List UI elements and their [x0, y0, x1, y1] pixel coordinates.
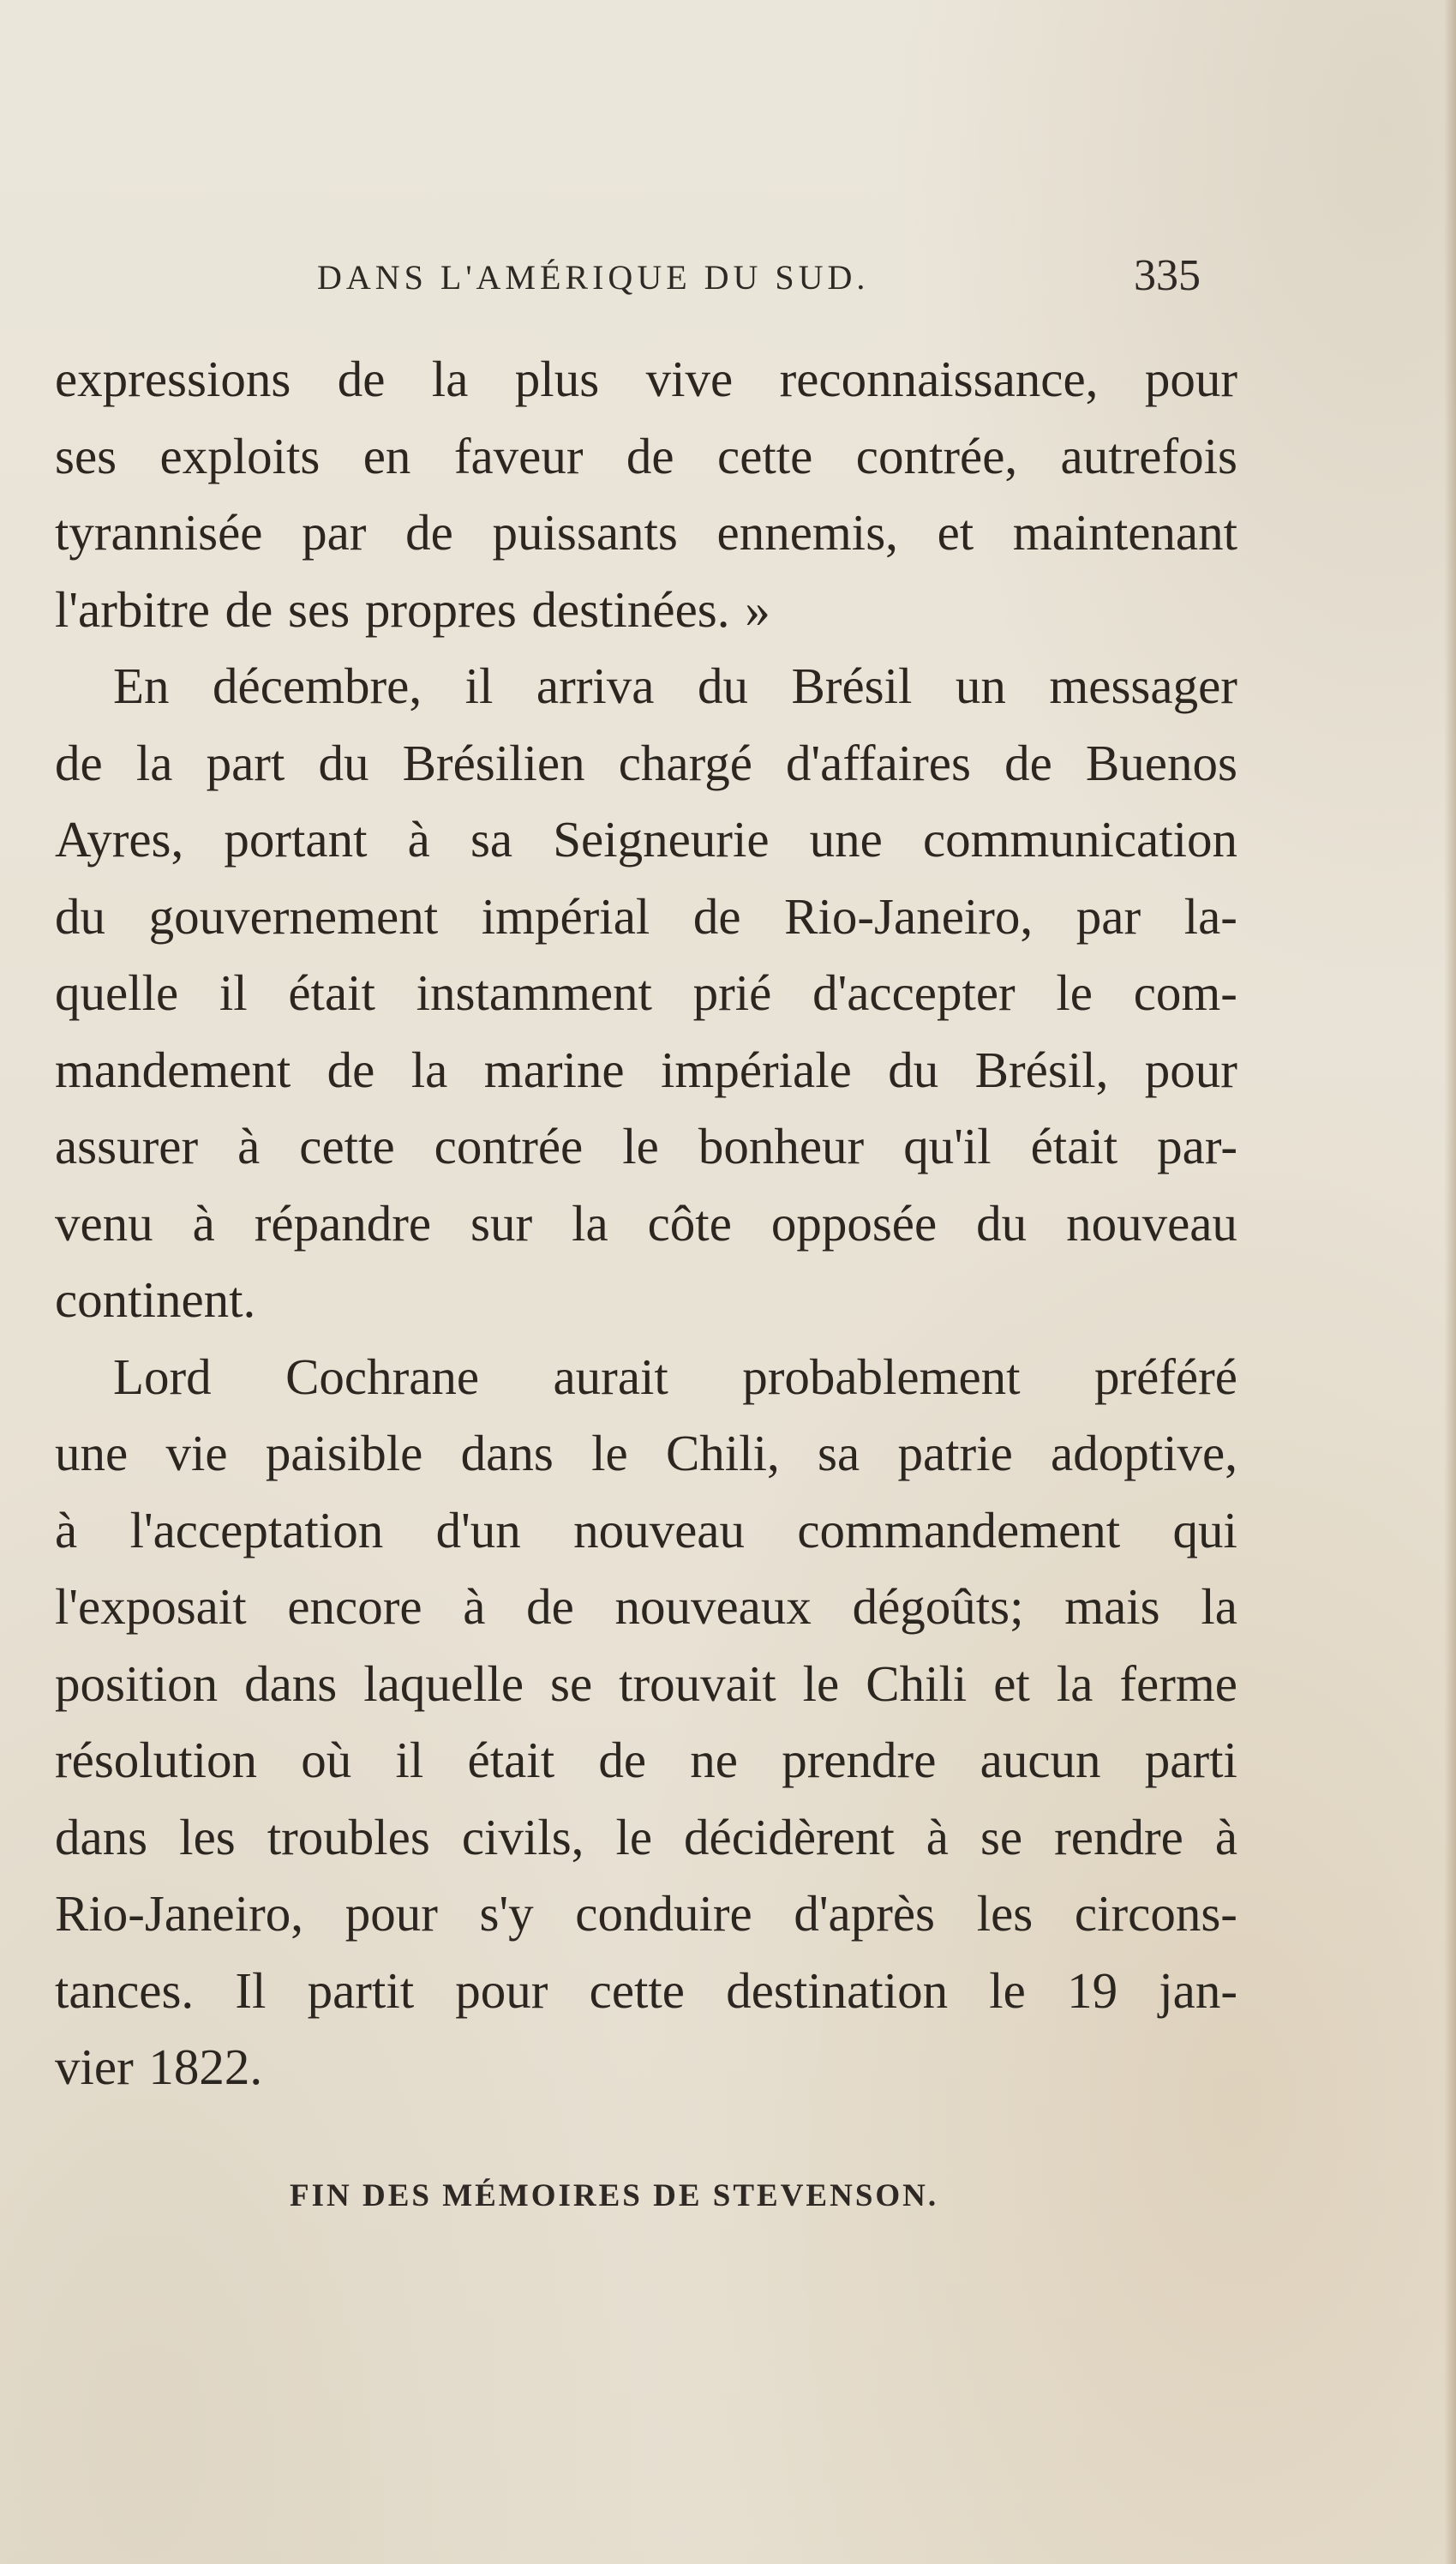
text-line [55, 1953, 1237, 2030]
end-mark: FIN DES MÉMOIRES DE STEVENSON. [290, 2178, 939, 2213]
word: vier [55, 2039, 134, 2095]
word: la [410, 1041, 448, 1098]
word: du [697, 658, 748, 714]
word: du [976, 1194, 1028, 1252]
text-line [55, 1646, 1237, 1723]
word: ses [288, 580, 351, 638]
word: sur [470, 1194, 533, 1252]
word: troubles [267, 1808, 430, 1865]
word: vie [165, 1425, 228, 1481]
word: le [802, 1654, 840, 1712]
text-line [55, 572, 1237, 649]
word: commandement [797, 1501, 1121, 1558]
text-line [55, 1876, 1237, 1953]
word: impérial [481, 887, 650, 945]
word: autrefois [1060, 427, 1237, 484]
word: chargé [618, 734, 752, 791]
text-line [55, 1799, 1237, 1876]
word: civils, [461, 1808, 584, 1865]
word: il [219, 964, 248, 1021]
paragraph [55, 1339, 1237, 2106]
word: l'exposait [55, 1578, 247, 1635]
word: en [363, 427, 411, 484]
word: venu [55, 1194, 153, 1252]
text-line [55, 2029, 1237, 2106]
word: Chili, [665, 1425, 780, 1481]
word: pour [345, 1885, 438, 1942]
word: prendre [782, 1732, 937, 1788]
word: reconnaissance, [779, 351, 1099, 407]
word: le [1056, 964, 1093, 1021]
word: exploits [159, 427, 321, 484]
word: » [745, 580, 770, 638]
word: cette [717, 427, 813, 484]
text-line [55, 1262, 1237, 1339]
word: décembre, [213, 658, 422, 714]
word: un [955, 658, 1006, 714]
word: à [407, 811, 430, 868]
word: trouvait [619, 1654, 776, 1712]
word: le [591, 1425, 628, 1481]
word: de [626, 427, 674, 484]
word: était [288, 964, 375, 1021]
word: l'arbitre [55, 580, 210, 638]
word: de [405, 504, 453, 561]
word: ne [690, 1732, 738, 1788]
word: mandement [55, 1041, 291, 1098]
word: se [980, 1808, 1023, 1865]
word: sa [470, 811, 513, 868]
word: la [1056, 1654, 1093, 1712]
word: ennemis, [716, 504, 898, 561]
running-head: DANS L'AMÉRIQUE DU SUD. [317, 258, 870, 297]
word: d'affaires [786, 734, 971, 791]
word: une [55, 1425, 129, 1481]
word: où [301, 1732, 352, 1788]
text-line [55, 879, 1237, 956]
word: destinées. [531, 580, 730, 638]
word: de [526, 1578, 574, 1635]
word: maintenant [1012, 504, 1237, 561]
word: de [1004, 734, 1052, 791]
text-line [55, 725, 1237, 802]
word: jan- [1159, 1961, 1237, 2019]
word: portant [224, 811, 368, 868]
text-line [55, 1415, 1237, 1492]
page-number: 335 [1134, 251, 1201, 300]
word: plus [514, 351, 600, 407]
word: et [937, 504, 974, 561]
word: instamment [416, 964, 652, 1021]
word: dégoûts; [852, 1578, 1024, 1635]
text-line [55, 1492, 1237, 1570]
word: nouveau [573, 1501, 745, 1558]
word: d'un [435, 1501, 521, 1558]
word: du [888, 1041, 939, 1098]
word: Brésil, [974, 1041, 1109, 1098]
word: Ayres, [55, 811, 184, 868]
word: la [135, 734, 173, 791]
body-text [55, 341, 1237, 2106]
word: de [55, 734, 103, 791]
word: 19 [1067, 1961, 1118, 2019]
word: messager [1049, 658, 1237, 714]
word: tyrannisée [55, 504, 263, 561]
word: probablement [742, 1348, 1021, 1405]
word: qu'il [903, 1118, 992, 1174]
word: ferme [1119, 1654, 1237, 1712]
word: le [989, 1961, 1026, 2019]
word: à [1214, 1808, 1237, 1865]
word: marine [483, 1041, 625, 1098]
text-line [55, 1032, 1237, 1109]
word: communication [922, 811, 1237, 868]
word: décidèrent [684, 1808, 895, 1865]
text-line [55, 1569, 1237, 1646]
word: Rio-Janeiro, [784, 887, 1034, 945]
word: propres [364, 580, 517, 638]
word: à [926, 1808, 949, 1865]
word: qui [1172, 1501, 1237, 1558]
word: paisible [265, 1425, 423, 1481]
word: com- [1133, 964, 1237, 1021]
word: arriva [536, 658, 655, 714]
word: mais [1064, 1578, 1160, 1635]
text-line [55, 955, 1237, 1032]
word: nouveaux [614, 1578, 812, 1635]
word: conduire [575, 1885, 752, 1942]
paragraph [55, 341, 1237, 648]
word: le [615, 1808, 653, 1865]
word: par- [1157, 1118, 1237, 1174]
word: à [55, 1501, 78, 1558]
word: patrie [897, 1425, 1013, 1481]
word: de [337, 351, 386, 407]
word: par [302, 504, 367, 561]
text-line [55, 1108, 1237, 1186]
word: assurer [55, 1118, 199, 1174]
word: répandre [254, 1194, 432, 1252]
word: d'après [794, 1885, 936, 1942]
word: de [225, 580, 273, 638]
word: destination [726, 1961, 949, 2019]
text-line [55, 1339, 1237, 1416]
word: une [809, 811, 883, 868]
word: tances. [55, 1961, 195, 2019]
word: pour [455, 1961, 548, 2019]
word: à [237, 1118, 261, 1174]
word: dans [244, 1654, 338, 1712]
word: En [113, 658, 170, 714]
word: préféré [1093, 1348, 1237, 1405]
word: faveur [453, 427, 584, 484]
word: Brésil [791, 658, 913, 714]
word: de [327, 1041, 375, 1098]
word: Il [235, 1961, 267, 2019]
word: Chili [866, 1654, 968, 1712]
word: nouveau [1066, 1194, 1237, 1252]
word: adoptive, [1051, 1425, 1237, 1481]
word: la [1201, 1578, 1237, 1635]
word: Seigneurie [553, 811, 770, 868]
text-line [55, 1186, 1237, 1263]
text-line [55, 1722, 1237, 1799]
word: prié [692, 964, 772, 1021]
word: position [55, 1654, 219, 1712]
word: Cochrane [285, 1348, 480, 1405]
word: vive [645, 351, 734, 407]
word: continent. [55, 1271, 256, 1328]
text-line [55, 418, 1237, 495]
text-line [55, 495, 1237, 572]
word: Buenos [1085, 734, 1237, 791]
page-edge-shadow [1444, 0, 1456, 2564]
word: de [692, 887, 741, 945]
text-line [55, 802, 1237, 879]
word: pour [1144, 1041, 1237, 1098]
word: 1822. [148, 2039, 263, 2095]
word: était [1030, 1118, 1118, 1174]
word: impériale [661, 1041, 852, 1098]
word: le [622, 1118, 659, 1174]
word: cette [589, 1961, 685, 2019]
word: de [598, 1732, 647, 1788]
word: laquelle [363, 1654, 524, 1712]
word: gouvernement [148, 887, 439, 945]
word: pour [1144, 351, 1237, 407]
word: la [431, 351, 469, 407]
word: contrée, [855, 427, 1018, 484]
word: du [55, 887, 105, 945]
word: d'accepter [812, 964, 1016, 1021]
text-line [55, 341, 1237, 418]
word: il [464, 658, 494, 714]
word: dans [460, 1425, 554, 1481]
word: Brésilien [402, 734, 585, 791]
word: l'acceptation [129, 1501, 384, 1558]
word: puissants [492, 504, 678, 561]
word: dans [55, 1808, 148, 1865]
word: bonheur [698, 1118, 865, 1174]
word: côte [647, 1194, 732, 1252]
word: par [1076, 887, 1141, 945]
word: résolution [55, 1732, 257, 1788]
word: du [318, 734, 369, 791]
word: Rio-Janeiro, [55, 1885, 304, 1942]
word: la [572, 1194, 608, 1252]
word: circons- [1074, 1885, 1237, 1942]
text-line [55, 648, 1237, 725]
word: il [395, 1732, 424, 1788]
word: Lord [113, 1348, 212, 1405]
word: partit [307, 1961, 415, 2019]
word: rendre [1054, 1808, 1183, 1865]
word: à [192, 1194, 215, 1252]
word: les [976, 1885, 1034, 1942]
word: aurait [553, 1348, 668, 1405]
word: quelle [55, 964, 179, 1021]
word: les [179, 1808, 236, 1865]
paragraph [55, 648, 1237, 1339]
word: cette [299, 1118, 395, 1174]
word: parti [1144, 1732, 1237, 1788]
word: sa [818, 1425, 860, 1481]
word: la- [1183, 887, 1237, 945]
word: aucun [980, 1732, 1101, 1788]
word: s'y [479, 1885, 534, 1942]
word: était [467, 1732, 555, 1788]
word: ses [55, 427, 117, 484]
word: et [993, 1654, 1030, 1712]
word: expressions [55, 351, 291, 407]
word: opposée [770, 1194, 938, 1252]
word: contrée [434, 1118, 584, 1174]
word: se [550, 1654, 593, 1712]
word: part [206, 734, 285, 791]
word: à [463, 1578, 486, 1635]
word: encore [287, 1578, 422, 1635]
